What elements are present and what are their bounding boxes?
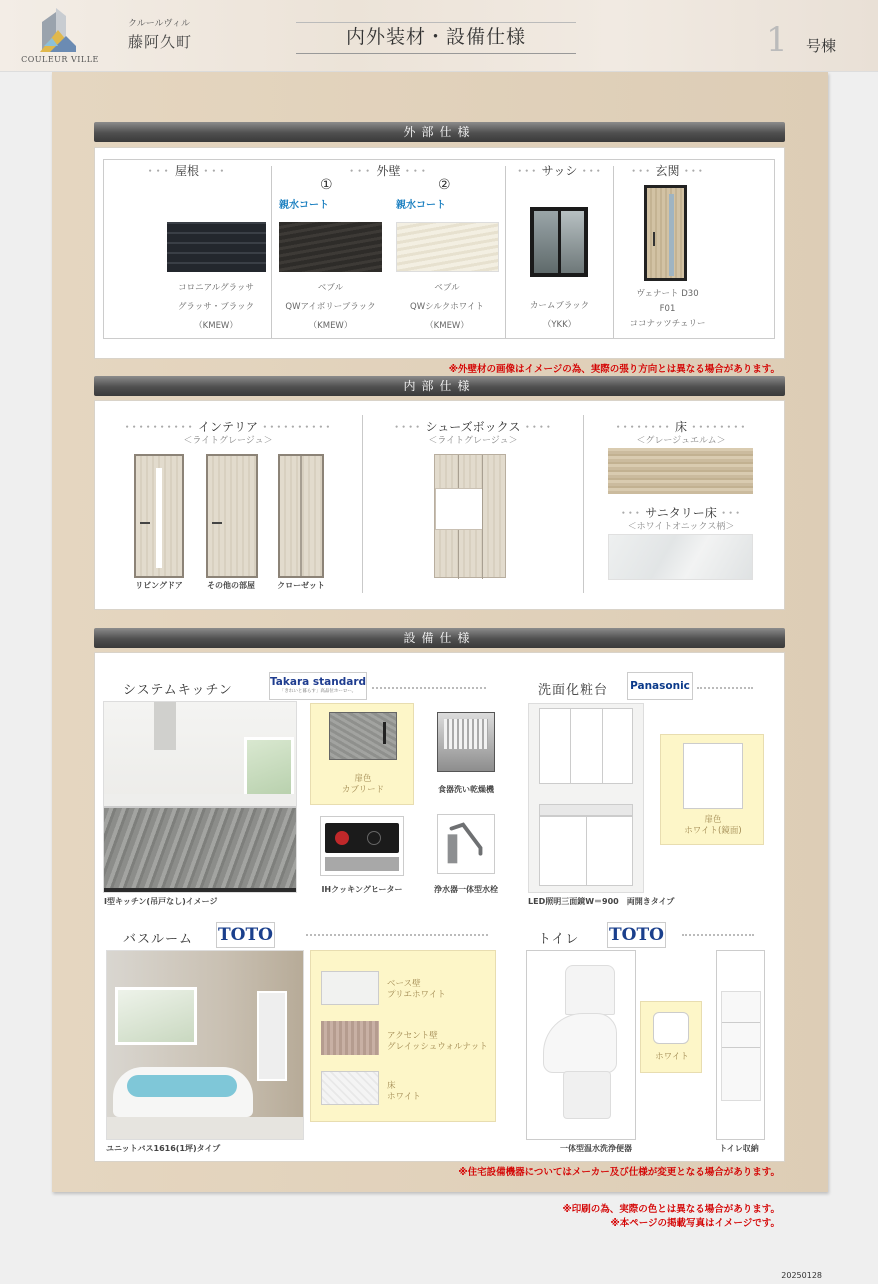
dotted-leader (697, 687, 753, 689)
vanity-door-color-label: 扉色 ホワイト(鏡面) (684, 815, 742, 836)
divider (583, 415, 584, 593)
dotted-leader (306, 934, 488, 936)
sash-caption: カームブラック （YKK） (529, 301, 590, 330)
panasonic-logo: Panasonic (627, 672, 693, 700)
toilet-storage-caption: トイレ収納 (719, 1144, 759, 1153)
exterior-note: ※外壁材の画像はイメージの為、実際の張り方向とは異なる場合があります。 (448, 364, 780, 375)
roof-swatch (167, 222, 266, 272)
wall-title: ･･･ 外壁 ･･･ (348, 164, 429, 178)
brand-kana: クルールヴィル (128, 19, 191, 29)
roof-title: ･･･ 屋根 ･･･ (147, 164, 227, 178)
room-door-image (206, 454, 258, 578)
bathroom-image (106, 950, 304, 1140)
wall-item2-caption: ベブル QWシルクホワイト （KMEW） (410, 283, 484, 331)
toilet-title: トイレ (538, 932, 580, 947)
divider (362, 415, 363, 593)
interior-title: ･･････････ インテリア ･･････････ (124, 420, 332, 434)
hydrophilic-coat-logo: 親水コート (279, 200, 329, 211)
closet-label: クローゼット (277, 581, 325, 590)
entrance-caption: ヴェナート D30 F01 ココナッツチェリー (629, 289, 706, 329)
exterior-band: 外部仕様 (94, 122, 785, 142)
kitchen-caption: I型キッチン(吊戸なし)イメージ (104, 897, 218, 906)
wall-item1-number: ① (320, 177, 333, 193)
brand-town: 藤阿久町 (128, 33, 193, 51)
kitchen-door-color-label: 扉色 カブリード (341, 774, 385, 795)
bath-title: バスルーム (123, 932, 194, 947)
vanity-door-color-box (660, 734, 764, 845)
sanitary-subtitle: ＜ホワイトオニックス柄＞ (627, 522, 735, 532)
floor-swatch (608, 448, 753, 494)
toilet-color-label: ホワイト (655, 1052, 689, 1062)
building-suffix: 号棟 (806, 37, 837, 55)
bath-floor-label: 床 ホワイト (387, 1081, 421, 1102)
accent-wall-label: アクセント壁 グレイッシュウォルナット (387, 1031, 488, 1052)
toto-logo: TOTO (607, 922, 666, 948)
document-date: 20250128 (781, 1271, 822, 1280)
dishwasher-label: 食器洗い乾燥機 (438, 785, 494, 794)
ih-heater-label: IHクッキングヒーター (321, 885, 403, 894)
shoebox-title: ････ シューズボックス ････ (393, 420, 553, 434)
floor-subtitle: ＜グレージュエルム＞ (636, 436, 726, 446)
closet-door-image (278, 454, 324, 578)
shoebox-image (434, 454, 506, 578)
living-door-label: リビングドア (135, 581, 183, 590)
ih-heater-image (320, 816, 404, 876)
entrance-title: ･･･ 玄関 ･･･ (630, 164, 705, 178)
wall-item2-number: ② (438, 177, 451, 193)
equipment-band: 設備仕様 (94, 628, 785, 648)
kitchen-image (103, 701, 297, 893)
living-door-image (134, 454, 184, 578)
shoebox-subtitle: ＜ライトグレージュ＞ (428, 436, 518, 446)
page-header (0, 0, 878, 72)
sanitary-swatch (608, 534, 753, 580)
sash-title: ･･･ サッシ ･･･ (516, 164, 603, 178)
kitchen-title: システムキッチン (123, 683, 233, 698)
hydrophilic-coat-logo: 親水コート (396, 200, 446, 211)
equipment-note: ※住宅設備機器についてはメーカー及び仕様が変更となる場合があります。 (458, 1167, 780, 1178)
kitchen-door-color-box (310, 703, 414, 805)
dotted-leader (682, 934, 754, 936)
floor-title: ････････ 床 ････････ (615, 420, 747, 434)
dotted-leader (372, 687, 486, 689)
toilet-caption: 一体型温水洗浄便器 (560, 1144, 632, 1153)
vanity-image (528, 703, 644, 893)
bath-swatch-box (310, 950, 496, 1122)
room-door-label: その他の部屋 (207, 581, 255, 590)
toilet-image (526, 950, 636, 1140)
vanity-title: 洗面化粧台 (538, 683, 609, 698)
sash-image (530, 207, 588, 277)
toilet-color-box (640, 1001, 702, 1073)
faucet-label: 浄水器一体型水栓 (434, 885, 498, 894)
wall-item1-caption: ベブル QWアイボリーブラック （KMEW） (285, 283, 376, 331)
vanity-caption: LED照明三面鏡W＝900 両開きタイプ (528, 897, 675, 906)
footer-note-print: ※印刷の為、実際の色とは異なる場合があります。 (562, 1204, 780, 1215)
entrance-door-image (644, 185, 687, 281)
interior-band: 内部仕様 (94, 376, 785, 396)
toilet-storage-image (716, 950, 765, 1140)
sanitary-title: ･･･ サニタリー床 ･･･ (620, 506, 742, 520)
footer-note-photo: ※本ページの掲載写真はイメージです。 (610, 1218, 780, 1229)
building-logo-icon (36, 6, 78, 52)
wall-swatch-silk-white (396, 222, 499, 272)
page-title: 内外装材・設備仕様 (296, 22, 576, 54)
roof-caption: コロニアルグラッサ グラッサ・ブラック （KMEW） (177, 283, 255, 331)
base-wall-label: ベース壁 プリエホワイト (387, 979, 446, 1000)
wall-swatch-ivory-black (279, 222, 382, 272)
dishwasher-image (437, 712, 495, 772)
faucet-icon (437, 814, 495, 874)
interior-subtitle: ＜ライトグレージュ＞ (183, 436, 273, 446)
toto-logo: TOTO (216, 922, 275, 948)
takara-standard-logo: Takara standard 「きれいと暮らす」高品位ホーロー。 (269, 672, 367, 700)
bath-caption: ユニットバス1616(1坪)タイプ (106, 1144, 221, 1153)
building-number: 1 (766, 20, 788, 60)
logo-text: COULEUR VILLE (21, 55, 99, 64)
